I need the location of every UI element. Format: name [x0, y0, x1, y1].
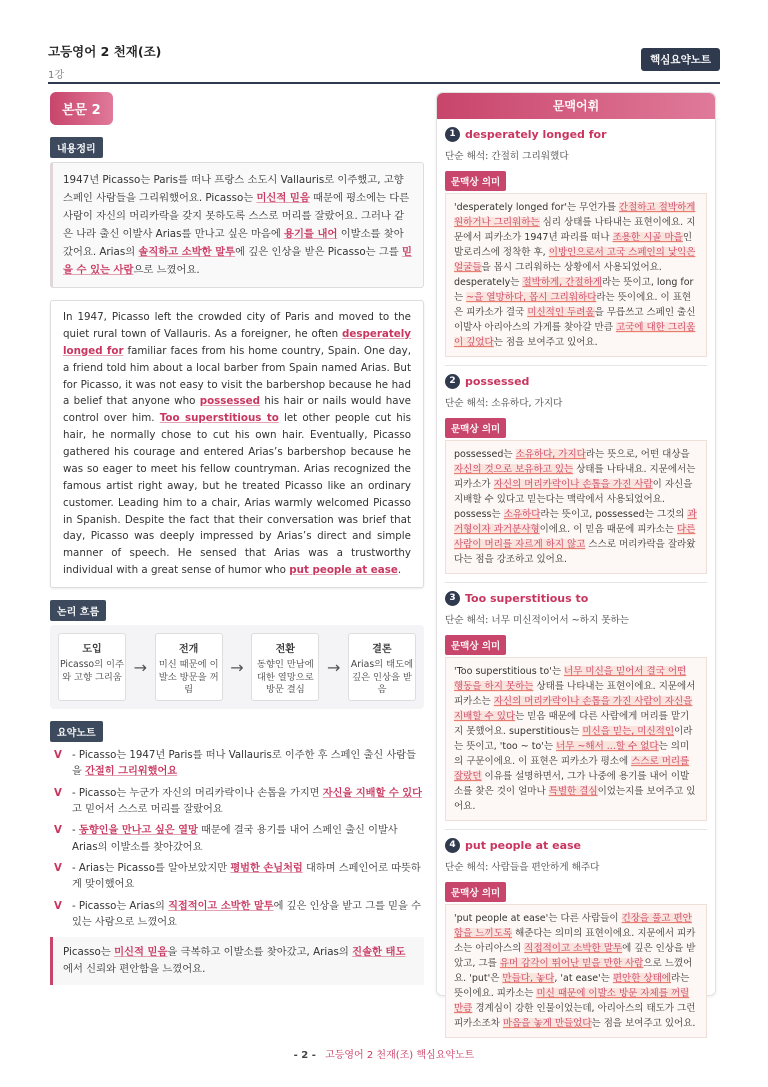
text-run: 이유를 설명하면서, 그가 나중에 용기를 내어 이발소를 찾은 것이 얼마나 [454, 771, 690, 797]
flow-label: 논리 흐름 [50, 600, 106, 621]
text-run: 이었는지를 보여주고 있어요. [454, 786, 696, 812]
flow-step [58, 633, 126, 701]
flow-step-head: 전개 [178, 644, 199, 656]
highlighted-phrase: desperately longed for [63, 327, 411, 357]
left-column [50, 92, 424, 985]
text-run: 이에요. 이 믿음 때문에 피카소는 [539, 524, 678, 535]
conclusion-box [50, 937, 424, 985]
vocab-panel [436, 92, 716, 1029]
context-meaning-box [445, 904, 707, 1038]
summary-box [50, 162, 424, 288]
flow-step [155, 633, 223, 701]
highlighted-phrase: 간절하고 절박하게 원하거나 그리워하는 [454, 202, 696, 228]
text-run: 으로 느꼈어요. [133, 264, 200, 277]
simple-meaning: 단순 해석: 소유하다, 가지다 [445, 398, 563, 409]
header-badge: 핵심요약노트 [641, 48, 720, 71]
note-text [64, 899, 424, 932]
highlighted-phrase: 마음을 놓게 만들었다 [502, 1018, 592, 1029]
context-meaning-tag: 문맥상 의미 [445, 171, 506, 191]
text-run: 해준다는 의미의 표현이에요. 지문에서 피카소는 아리아스의 [454, 928, 696, 954]
highlighted-phrase: 자신을 지배할 수 있다 [322, 787, 422, 799]
note-text [64, 823, 424, 856]
text-run: 라는 뜻으로, 어떤 대상을 [585, 449, 690, 460]
passage-box [50, 300, 424, 588]
number-badge: 4 [445, 838, 460, 853]
flow-step-head: 결론 [372, 644, 392, 656]
highlighted-phrase: 조용한 시골 마을 [612, 232, 683, 243]
check-mark-icon: V [54, 825, 62, 837]
text-run: 'put people at ease'는 다른 사람들이 [454, 913, 622, 924]
text-run: possessed는 [454, 449, 516, 460]
vocab-term: possessed [465, 375, 530, 388]
text-run: . [397, 564, 402, 577]
highlighted-phrase: 자신의 머리카락이나 손톱을 가진 사람 [493, 479, 653, 490]
highlighted-phrase: 소유하다 [503, 509, 541, 520]
note-text [64, 748, 424, 781]
lesson-number: 1강 [48, 70, 65, 81]
check-mark-icon: V [54, 862, 62, 874]
highlighted-phrase: 만들다, 놓다 [502, 973, 555, 984]
highlighted-phrase: 고국에 대한 그리움이 깊었다 [454, 322, 696, 348]
text-run: 는 의미의 구문이에요. 이 표현은 피카소가 평소에 [454, 741, 690, 767]
note-item [50, 786, 424, 819]
flow-step-body: Picasso의 이주와 고향 그리움 [59, 659, 125, 683]
vocab-item [437, 830, 715, 1038]
text-run: 을 극복하고 이발소를 찾아갔고, Arias의 [167, 946, 353, 959]
flow-step [251, 633, 319, 701]
text-run: 라는 뜻이고, possessed는 그것의 [540, 509, 688, 520]
highlighted-phrase: 직접적이고 소박한 말투 [524, 943, 623, 954]
text-run: 대하며 스페인어로 따뜻하게 맞이했어요 [72, 862, 421, 891]
highlighted-phrase: 진솔한 태도 [352, 946, 406, 959]
highlighted-phrase: 솔직하고 소박한 말투 [138, 246, 236, 259]
check-mark-icon: V [54, 750, 62, 762]
highlighted-phrase: 자신의 머리카락이나 손톱을 가진 사람이 자신을 지배할 수 있다 [454, 696, 693, 722]
vocab-panel-title: 문맥어휘 [437, 93, 715, 119]
highlighted-phrase: 자신의 것으로 보유하고 있는 [454, 464, 574, 475]
text-run: 라는 뜻이에요. 이 표현은 피카소가 결국 [454, 292, 692, 318]
flow-step-head: 도입 [82, 644, 102, 656]
text-run: 경계심이 강한 인물이었는데, 아리아스의 태도가 그런 피카소조차 [454, 1003, 696, 1029]
logic-flow [50, 625, 424, 709]
text-run: - Arias는 Picasso를 알아보았지만 [72, 862, 231, 874]
note-item [50, 861, 424, 894]
text-run: 으로 느꼈어요. 'put'은 [454, 958, 693, 984]
text-run: 고 믿어서 스스로 머리를 잘랐어요 [72, 804, 223, 816]
check-mark-icon: V [54, 787, 62, 799]
text-run: - Picasso는 Arias의 [72, 900, 169, 912]
summary-notes [50, 748, 424, 931]
highlighted-phrase: 미신적 믿음 [114, 946, 168, 959]
text-run: 상태를 나타내요. 지문에서는 피카소가 [454, 464, 696, 490]
text-run: 이 자신을 지배할 수 있다고 믿는다는 맥락에서 사용되었어요. possess는 [454, 479, 693, 520]
highlighted-phrase: 간절히 그리워했어요 [85, 766, 178, 778]
highlighted-phrase: 용기를 내어 [284, 228, 338, 241]
highlighted-phrase: 미신적인 두려움 [527, 307, 595, 318]
vocab-term: desperately longed for [465, 128, 607, 141]
highlighted-phrase: put people at ease [289, 564, 398, 577]
highlighted-phrase: 특별한 결심 [548, 786, 598, 797]
simple-meaning: 단순 해석: 간절히 그리워했다 [445, 151, 569, 162]
highlighted-phrase: 절박하게, 간절하게 [522, 277, 602, 288]
page-footer [0, 1046, 768, 1061]
footer-text: 고등영어 2 천재(조) 핵심요약노트 [325, 1050, 475, 1061]
text-run: 에 깊은 인상을 받은 Picasso는 그를 [235, 246, 403, 259]
flow-step-body: 미신 때문에 이발소 방문을 꺼림 [158, 659, 219, 696]
text-run: familiar faces from his home country, Spain. One day, a friend told him about a local barber from Spain named Arias. But for Picasso, it was not easy to visit the barbershop because he had a belief that anyone who [63, 344, 411, 408]
text-run: his hair or nails would have control over him. [63, 395, 411, 425]
arrow-right-icon: → [133, 657, 148, 677]
text-run: 을 무릅쓰고 스페인 출신 이발사 아리아스의 가게를 찾아갈 만큼 [454, 307, 696, 333]
flow-step-body: Arias의 태도에 깊은 인상을 받음 [350, 659, 414, 696]
number-badge: 1 [445, 127, 460, 142]
highlighted-phrase: 미신적 믿음 [256, 192, 310, 205]
page-header [48, 42, 720, 84]
arrow-right-icon: → [326, 657, 341, 677]
text-run: - [72, 825, 79, 837]
vocab-item [437, 366, 715, 583]
note-item [50, 748, 424, 781]
vocab-item [437, 119, 715, 366]
text-run: 인 발로리스에 정착한 후, [454, 232, 693, 258]
simple-meaning: 단순 해석: 사람들을 편안하게 해주다 [445, 862, 600, 873]
document-title: 고등영어 2 천재(조) [48, 44, 162, 59]
vocab-term: put people at ease [465, 839, 582, 852]
check-mark-icon: V [54, 900, 62, 912]
text-run: 라는 뜻이에요. 피카소는 [454, 973, 690, 999]
highlighted-phrase: 평범한 손님처럼 [230, 862, 303, 874]
context-meaning-tag: 문맥상 의미 [445, 635, 506, 655]
text-run: In 1947, Picasso left the crowded city of Paris and moved to the quiet rural town of Vallauris. As a foreigner, he often [63, 311, 411, 340]
text-run: 에서 신뢰와 편안함을 느꼈어요. [63, 963, 206, 976]
highlighted-phrase: 너무 미신을 믿어서 결국 어떤 행동을 하지 못하는 [454, 666, 687, 692]
summary-label: 내용정리 [50, 137, 103, 158]
text-run: 1947년 Picasso는 Paris를 떠나 프랑스 소도시 Vallauris로 이주했고, 고향 스페인 사람들을 그리워했어요. Picasso는 [63, 174, 404, 205]
text-run: let other people cut his hair, he normally chose to cut his own hair. Eventually, Picasso gathered his courage and entered Arias’s barbershop because he was so eager to meet his fellow countryman. Arias recognized the famous artist right away, but he treated Picasso like an ordinary customer. Leading him to a chair, Arias warmly welcomed Picasso in Spanish. Despite the fact that their conversation was brief that day, Picasso was deeply impressed by Arias’s direct and simple manner of speech. He sensed that Arias was a trustworthy individual with a great sense of humor who [63, 412, 411, 577]
text-run: 라는 뜻이고, long for는 [454, 277, 694, 303]
notes-label: 요약노트 [50, 721, 103, 742]
context-meaning-tag: 문맥상 의미 [445, 882, 506, 902]
highlighted-phrase: 편안한 상태에 [612, 973, 671, 984]
context-meaning-box [445, 657, 707, 821]
simple-meaning: 단순 해석: 너무 미신적이어서 ~하지 못하는 [445, 615, 630, 626]
highlighted-phrase: 직접적이고 소박한 말투 [168, 900, 274, 912]
highlighted-phrase: 믿을 수 있는 사람 [63, 246, 412, 277]
highlighted-phrase: 긴장을 풀고 편안함을 느끼도록 [454, 913, 692, 939]
note-item [50, 899, 424, 932]
arrow-right-icon: → [230, 657, 244, 677]
highlighted-phrase: 미신을 믿는, 미신적인 [582, 726, 675, 737]
highlighted-phrase: 스스로 머리를 잘랐던 [454, 756, 690, 782]
section-tab: 본문 2 [50, 92, 113, 125]
text-run: 을 몹시 그리워하는 상황에서 사용되었어요. desperately는 [454, 262, 662, 288]
vocab-term: Too superstitious to [465, 592, 589, 605]
text-run: 이라는 뜻이고, 'too ~ to'는 [454, 726, 693, 752]
note-text [64, 786, 424, 819]
number-badge: 3 [445, 591, 460, 606]
flow-step-head: 전환 [275, 644, 295, 656]
text-run: - Picasso는 1947년 Paris를 떠나 Vallauris로 이주한 후 스페인 출신 사람들을 [72, 750, 416, 778]
context-meaning-box [445, 440, 707, 574]
text-run: 에 깊은 인상을 받았고, 그를 [454, 943, 696, 969]
flow-step-body: 동향인 만남에 대한 열망으로 방문 결심 [256, 659, 314, 696]
highlighted-phrase: 유머 감각이 뛰어난 믿을 만한 사람 [499, 958, 644, 969]
text-run: 는 점을 보여주고 있어요. [591, 1018, 696, 1029]
text-run: 는 믿음 때문에 다른 사람에게 머리를 맡기지 못했어요. superstitious는 [454, 711, 690, 737]
page-number: - 2 - [293, 1050, 316, 1061]
highlighted-phrase: 과거형이자 과거분사형 [454, 509, 697, 535]
highlighted-phrase: 소유하다, 가지다 [515, 449, 586, 460]
note-text [64, 861, 424, 894]
context-meaning-tag: 문맥상 의미 [445, 418, 506, 438]
text-run: 이발소를 찾아갔어요. Arias의 [63, 228, 404, 259]
flow-step [348, 633, 416, 701]
number-badge: 2 [445, 374, 460, 389]
text-run: 에 깊은 인상을 받고 그를 믿을 수 있는 사람으로 느꼈어요 [72, 900, 421, 928]
text-run: Picasso는 [63, 946, 115, 959]
note-item [50, 823, 424, 856]
highlighted-phrase: 이방인으로서 고국 스페인의 낯익은 얼굴들 [454, 247, 696, 273]
text-run: 때문에 결국 용기를 내어 스페인 출신 이발사 Arias의 이발소를 찾아갔어요 [72, 825, 398, 853]
highlighted-phrase: ~을 열망하다, 몹시 그리워하다 [466, 292, 597, 303]
text-run: 는 점을 보여주고 있어요. [493, 337, 598, 348]
text-run: 상태를 나타내는 표현이에요. 지문에서 피카소는 [454, 681, 696, 707]
highlighted-phrase: Too superstitious to [159, 412, 279, 425]
text-run: 때문에 평소에는 다른 사람이 자신의 머리카락을 갖지 못하도록 스스로 머리를 잘랐어요. 그러나 같은 나라 출신 이발사 Arias를 만나고 싶은 마음에 [63, 192, 410, 241]
highlighted-phrase: possessed [199, 395, 261, 408]
highlighted-phrase: 너무 ~해서 ...할 수 없다 [556, 741, 659, 752]
text-run: 'Too superstitious to'는 [454, 666, 565, 677]
text-run: 심리 상태를 나타내는 표현이에요. 지문에서 피카소가 1947년 파리를 떠나 [454, 217, 696, 243]
highlighted-phrase: 동향인을 만나고 싶은 열망 [78, 825, 198, 837]
highlighted-phrase: 다른 사람이 머리를 자르게 하지 않고 [454, 524, 696, 550]
text-run: , 'at ease'는 [554, 973, 613, 984]
vocab-item [437, 583, 715, 830]
text-run: - Picasso는 누군가 자신의 머리카락이나 손톱을 가지면 [72, 787, 323, 799]
context-meaning-box [445, 193, 707, 357]
highlighted-phrase: 미신 때문에 이발소 방문 자체를 꺼릴 만큼 [454, 988, 690, 1014]
text-run: 'desperately longed for'는 무언가를 [454, 202, 619, 213]
text-run: 스스로 머리카락을 잘라왔다는 점을 강조하고 있어요. [454, 539, 696, 565]
